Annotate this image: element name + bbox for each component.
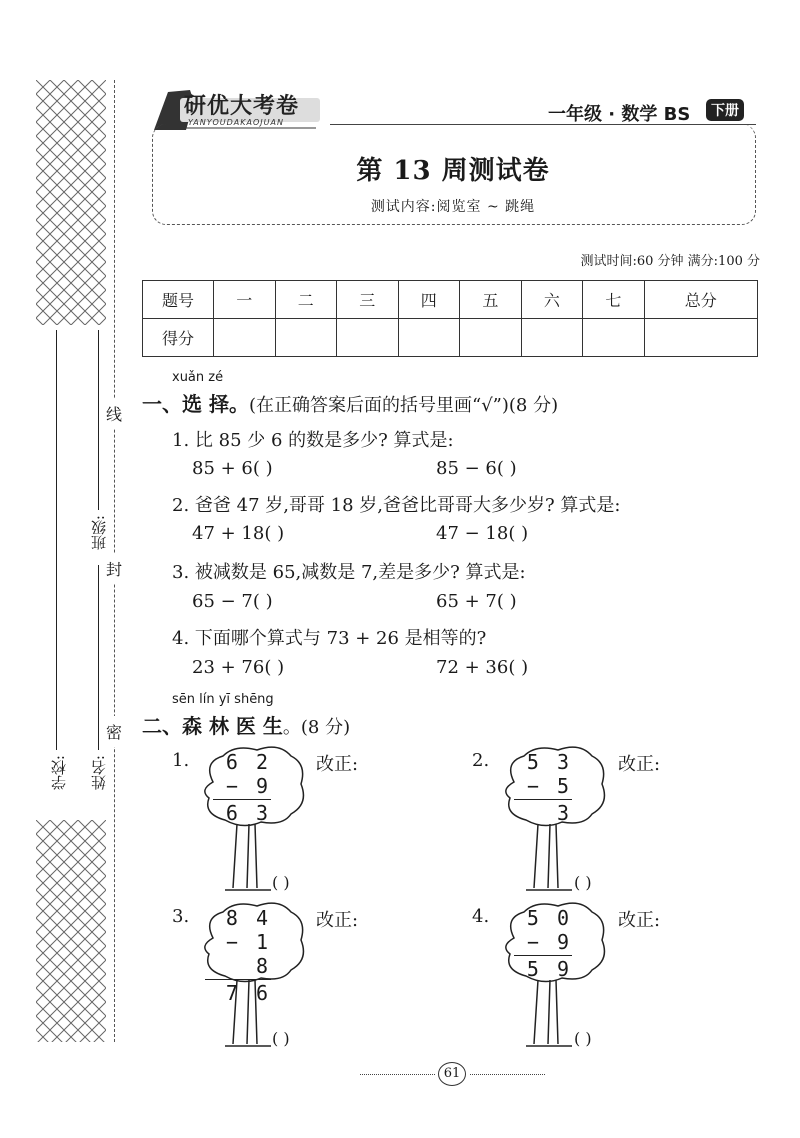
- score-cell: 三: [337, 281, 399, 319]
- school-label: 学校:: [50, 755, 68, 791]
- page-number: 61: [438, 1062, 466, 1086]
- tree-3: [195, 898, 315, 1048]
- class-label: 班级:: [90, 515, 108, 551]
- calc-2-rule: [514, 799, 572, 800]
- problem-1-fix-label[interactable]: 改正:: [316, 754, 359, 775]
- problem-4-fix-label[interactable]: 改正:: [618, 910, 661, 931]
- calc-2: [514, 750, 572, 825]
- bind-char-mi: 密: [106, 716, 122, 747]
- time-and-score-info: 测试时间:60 分钟 满分:100 分: [580, 254, 760, 269]
- section1-pinyin: xuǎn zé: [172, 370, 224, 385]
- question-4-option-b[interactable]: 72 + 36( ): [436, 657, 529, 678]
- calc-4-rule: [514, 955, 572, 956]
- calc-4: [514, 906, 572, 981]
- calc-4-top: 5 0: [526, 906, 572, 930]
- problem-1-index: 1.: [172, 750, 190, 771]
- logo-text: 研优大考卷: [184, 94, 300, 119]
- school-line: [56, 330, 57, 750]
- calc-2-result: 3: [556, 801, 572, 825]
- score-cell: 七: [583, 281, 645, 319]
- tree-2: [496, 742, 616, 892]
- score-input-cell[interactable]: [521, 319, 583, 357]
- bind-char-xian: 线: [106, 398, 122, 429]
- question-1-option-b[interactable]: 85 − 6( ): [436, 458, 517, 479]
- score-cell: 二: [275, 281, 337, 319]
- calc-3: [205, 906, 271, 1005]
- score-cell: 总分: [644, 281, 757, 319]
- question-1-option-a[interactable]: 85 + 6( ): [192, 458, 273, 479]
- calc-3-top: 8 4: [225, 906, 271, 930]
- calc-1-result: 6 3: [225, 801, 271, 825]
- test-scope: 测试内容:阅览室 ~ 跳绳: [370, 199, 536, 215]
- bind-char-feng: 封: [106, 553, 122, 584]
- calc-3-mid: − 1 8: [225, 930, 271, 978]
- class-line: [98, 330, 99, 510]
- section1-heading: [142, 388, 558, 417]
- page-title: 第 13 周测试卷: [356, 156, 550, 186]
- section1-note: (在正确答案后面的括号里画“√”)(8 分): [248, 395, 559, 416]
- footer-dotted-right: [470, 1074, 545, 1075]
- score-input-cell[interactable]: [398, 319, 460, 357]
- score-header-row: [143, 281, 758, 319]
- question-2-option-a[interactable]: 47 + 18( ): [192, 523, 285, 544]
- calc-2-mid: − 5: [526, 774, 572, 798]
- problem-2-blank[interactable]: ( ): [574, 873, 592, 892]
- problem-1-blank[interactable]: ( ): [272, 873, 290, 892]
- tree-1: [195, 742, 315, 892]
- score-cell: 六: [521, 281, 583, 319]
- score-input-cell[interactable]: [583, 319, 645, 357]
- calc-1-mid: − 9: [225, 774, 271, 798]
- term-badge: 下册: [706, 99, 744, 121]
- problem-3-blank[interactable]: ( ): [272, 1029, 290, 1048]
- question-1-text: 1. 比 85 少 6 的数是多少? 算式是:: [172, 430, 454, 451]
- logo-subtext: YANYOUDAKAOJUAN: [188, 118, 284, 127]
- problem-4-index: 4.: [472, 906, 490, 927]
- question-3-option-a[interactable]: 65 − 7( ): [192, 591, 273, 612]
- name-line: [98, 565, 99, 750]
- question-2-text: 2. 爸爸 47 岁,哥哥 18 岁,爸爸比哥哥大多少岁? 算式是:: [172, 495, 621, 516]
- calc-2-top: 5 3: [526, 750, 572, 774]
- score-value-row: [143, 319, 758, 357]
- grade-subject: 一年级 · 数学 BS: [548, 104, 691, 125]
- score-input-cell[interactable]: [214, 319, 276, 357]
- question-4-text: 4. 下面哪个算式与 73 + 26 是相等的?: [172, 628, 487, 649]
- hatch-pattern-bottom: [36, 820, 106, 1042]
- calc-3-result: 7 6: [225, 981, 271, 1005]
- section2-pinyin: sēn lín yī shēng: [172, 692, 274, 707]
- score-label-cell: 得分: [143, 319, 214, 357]
- calc-1: [213, 750, 271, 825]
- calc-1-rule: [213, 799, 271, 800]
- question-3-option-b[interactable]: 65 + 7( ): [436, 591, 517, 612]
- name-label: 姓名:: [90, 755, 108, 791]
- score-cell: 题号: [143, 281, 214, 319]
- footer-dotted-left: [360, 1074, 435, 1075]
- score-table: [142, 280, 758, 357]
- problem-4-blank[interactable]: ( ): [574, 1029, 592, 1048]
- score-input-cell[interactable]: [460, 319, 522, 357]
- score-cell: 四: [398, 281, 460, 319]
- question-2-option-b[interactable]: 47 − 18( ): [436, 523, 529, 544]
- section2-heading: [142, 710, 350, 739]
- tree-4: [496, 898, 616, 1048]
- problem-2-index: 2.: [472, 750, 490, 771]
- section1-title: 一、选 择。: [142, 392, 249, 416]
- question-3-text: 3. 被减数是 65,减数是 7,差是多少? 算式是:: [172, 562, 526, 583]
- calc-3-rule: [205, 979, 271, 980]
- question-4-option-a[interactable]: 23 + 76( ): [192, 657, 285, 678]
- problem-3-fix-label[interactable]: 改正:: [316, 910, 359, 931]
- score-cell: 一: [214, 281, 276, 319]
- section2-title: 二、森 林 医 生: [142, 714, 283, 738]
- problem-3-index: 3.: [172, 906, 190, 927]
- score-input-cell[interactable]: [337, 319, 399, 357]
- calc-4-result: 5 9: [526, 957, 572, 981]
- score-input-cell[interactable]: [644, 319, 757, 357]
- calc-1-top: 6 2: [225, 750, 271, 774]
- problem-2-fix-label[interactable]: 改正:: [618, 754, 661, 775]
- calc-4-mid: − 9: [526, 930, 572, 954]
- score-input-cell[interactable]: [275, 319, 337, 357]
- score-cell: 五: [460, 281, 522, 319]
- section2-note: 。(8 分): [282, 717, 351, 738]
